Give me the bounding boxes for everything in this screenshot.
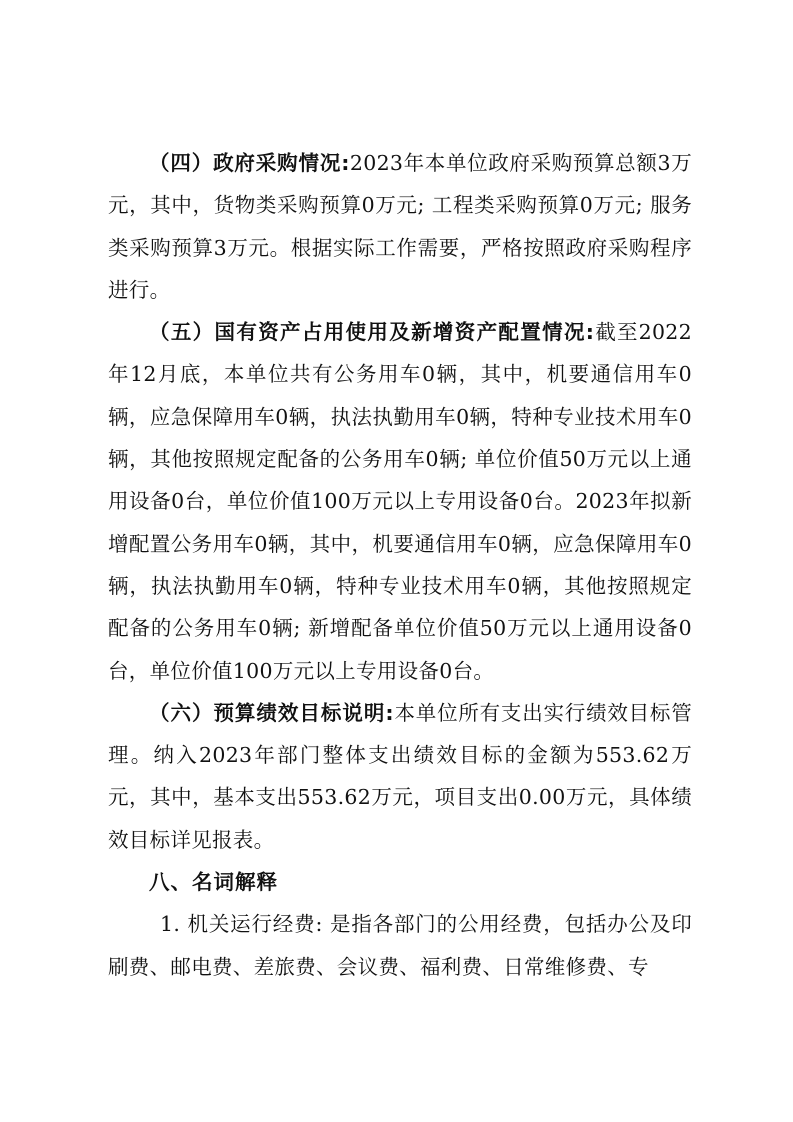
paragraph-lead: （五）国有资产占用使用及新增资产配置情况: (149, 320, 595, 345)
paragraph-text: 本单位所有支出实行绩效目标管理。纳入2023年部门整体支出绩效目标的金额为553.62万元，其中，基本支出553.62万元，项目支出0.00万元，具体绩效目标详见报表。 (108, 700, 693, 852)
paragraph-lead: （四）政府采购情况: (149, 151, 350, 175)
section-heading: 八、名词解释 (149, 870, 278, 895)
paragraph-lead: （六）预算绩效目标说明: (149, 700, 395, 725)
paragraph-state-assets (108, 311, 692, 692)
paragraph-text: 2023年本单位政府采购预算总额3万元，其中，货物类采购预算0万元; 工程类采购预算0万元; 服务类采购预算3万元。根据实际工作需要，严格按照政府采购程序进行。 (108, 151, 692, 302)
paragraph-performance-goals (108, 692, 692, 861)
paragraph-government-procurement (108, 142, 692, 311)
document-body (108, 142, 692, 988)
term-item-1: 1. 机关运行经费: 是指各部门的公用经费，包括办公及印刷费、邮电费、差旅费、会议费、福利费、日常维修费、专 (108, 912, 692, 979)
paragraph-text: 截至2022年12月底，本单位共有公务用车0辆，其中，机要通信用车0辆，应急保障用车0辆，执法执勤用车0辆，特种专业技术用车0辆，其他按照规定配备的公务用车0辆; 单位价值50万元以上通用设备0台，单位价值100万元以上专用设备0台。2023年拟新增配置公务用车0辆，其中，机要通信用车0辆，应急保障用车0辆，执法执勤用车0辆，特种专业技术用车0辆，其他按照规定配备的公务用车0辆; 新增配备单位价值50万元以上通用设备0台，单位价值100万元以上专用设备0台。 (108, 320, 692, 683)
